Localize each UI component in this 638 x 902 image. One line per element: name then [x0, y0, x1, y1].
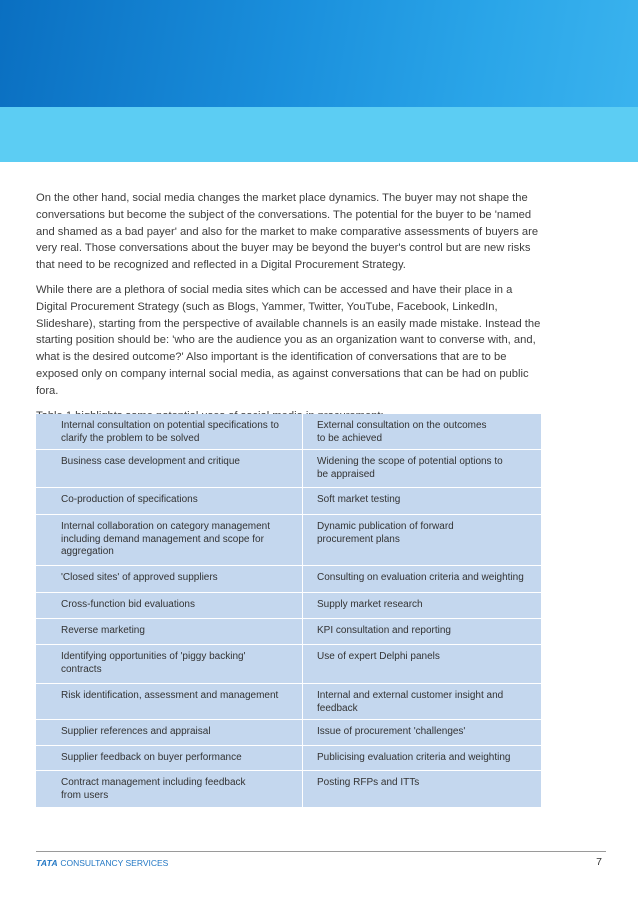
table-cell-left: Cross-function bid evaluations — [61, 599, 195, 610]
table-cell-left: Risk identification, assessment and management — [61, 690, 279, 701]
table-row — [36, 771, 541, 807]
table-cell-right: Soft market testing — [317, 494, 401, 505]
table-cell-left: Business case development and critique — [61, 456, 240, 467]
footer-rule — [36, 851, 606, 852]
table-cell-left: Reverse marketing — [61, 625, 145, 636]
table-cell-right: Internal and external customer insight and feedback — [317, 690, 504, 714]
table-cell-left: Identifying opportunities of 'piggy backing' contracts — [61, 651, 246, 675]
table-cell-right: Use of expert Delphi panels — [317, 651, 440, 662]
table-row — [36, 414, 541, 450]
table-row — [36, 684, 541, 720]
table-cell-right: KPI consultation and reporting — [317, 625, 451, 636]
table-cell-left: Supplier references and appraisal — [61, 726, 211, 737]
table-row — [36, 619, 541, 645]
footer-brand-name: CONSULTANCY SERVICES — [57, 858, 169, 868]
footer-brand-logo — [36, 857, 168, 869]
table-cell-right: Posting RFPs and ITTs — [317, 777, 420, 788]
table-row — [36, 450, 541, 488]
table-row — [36, 645, 541, 684]
table-cell-right: Publicising evaluation criteria and weighting — [317, 752, 511, 763]
paragraph-2: While there are a plethora of social media sites which can be accessed and have their place in a Digital Procurement Strategy (such as Blogs, Yammer, Twitter, YouTube, Facebook, LinkedIn, Slideshare), starting from the perspective of available channels is an easily made mistake. Instead the starting position should be: 'who are the audience you as an organization want to converse with, and, what is the desired outcome?' Also important is the identification of conversations that are to be exposed only on company internal social media, as against conversations that can be had on public fora. — [36, 283, 541, 397]
table-cell-right: Supply market research — [317, 599, 423, 610]
table-cell-left: Internal collaboration on category management including demand management and scope for aggregation — [61, 521, 271, 557]
header-banner-dark-band — [0, 0, 638, 107]
footer-brand-tata: TATA — [36, 858, 58, 868]
table-cell-left: Supplier feedback on buyer performance — [61, 752, 242, 763]
table-cell-left: Internal consultation on potential specifications to clarify the problem to be solved — [61, 420, 279, 444]
table-cell-right: Widening the scope of potential options to be appraised — [317, 456, 503, 480]
header-banner — [0, 0, 638, 162]
body-text — [36, 190, 542, 424]
table-cell-right: Issue of procurement 'challenges' — [317, 726, 466, 737]
page-number: 7 — [596, 856, 602, 868]
paragraph-1: On the other hand, social media changes the market place dynamics. The buyer may not shape the conversations but become the subject of the conversations. The potential for the buyer to be 'named and shamed as a bad payer' and also for the market to make comparative assessments of buyers are very real. Those conversations about the buyer may be beyond the buyer's control but are new risks that need to be recognized and reflected in a Digital Procurement Strategy. — [36, 192, 539, 272]
header-banner-light-band — [0, 107, 638, 162]
table-cell-right: External consultation on the outcomes to be achieved — [317, 420, 487, 444]
table-row — [36, 488, 541, 515]
table-cell-right: Dynamic publication of forward procurement plans — [317, 521, 454, 545]
table-row — [36, 593, 541, 619]
table-row — [36, 720, 541, 746]
table-row — [36, 515, 541, 566]
table-cell-left: 'Closed sites' of approved suppliers — [61, 572, 218, 583]
social-media-uses-table — [36, 414, 541, 807]
table-cell-right: Consulting on evaluation criteria and weighting — [317, 572, 524, 583]
table-row — [36, 746, 541, 771]
table-row — [36, 566, 541, 593]
table-cell-left: Contract management including feedback from users — [61, 777, 246, 801]
table-column-divider — [302, 414, 303, 807]
table-cell-left: Co-production of specifications — [61, 494, 198, 505]
